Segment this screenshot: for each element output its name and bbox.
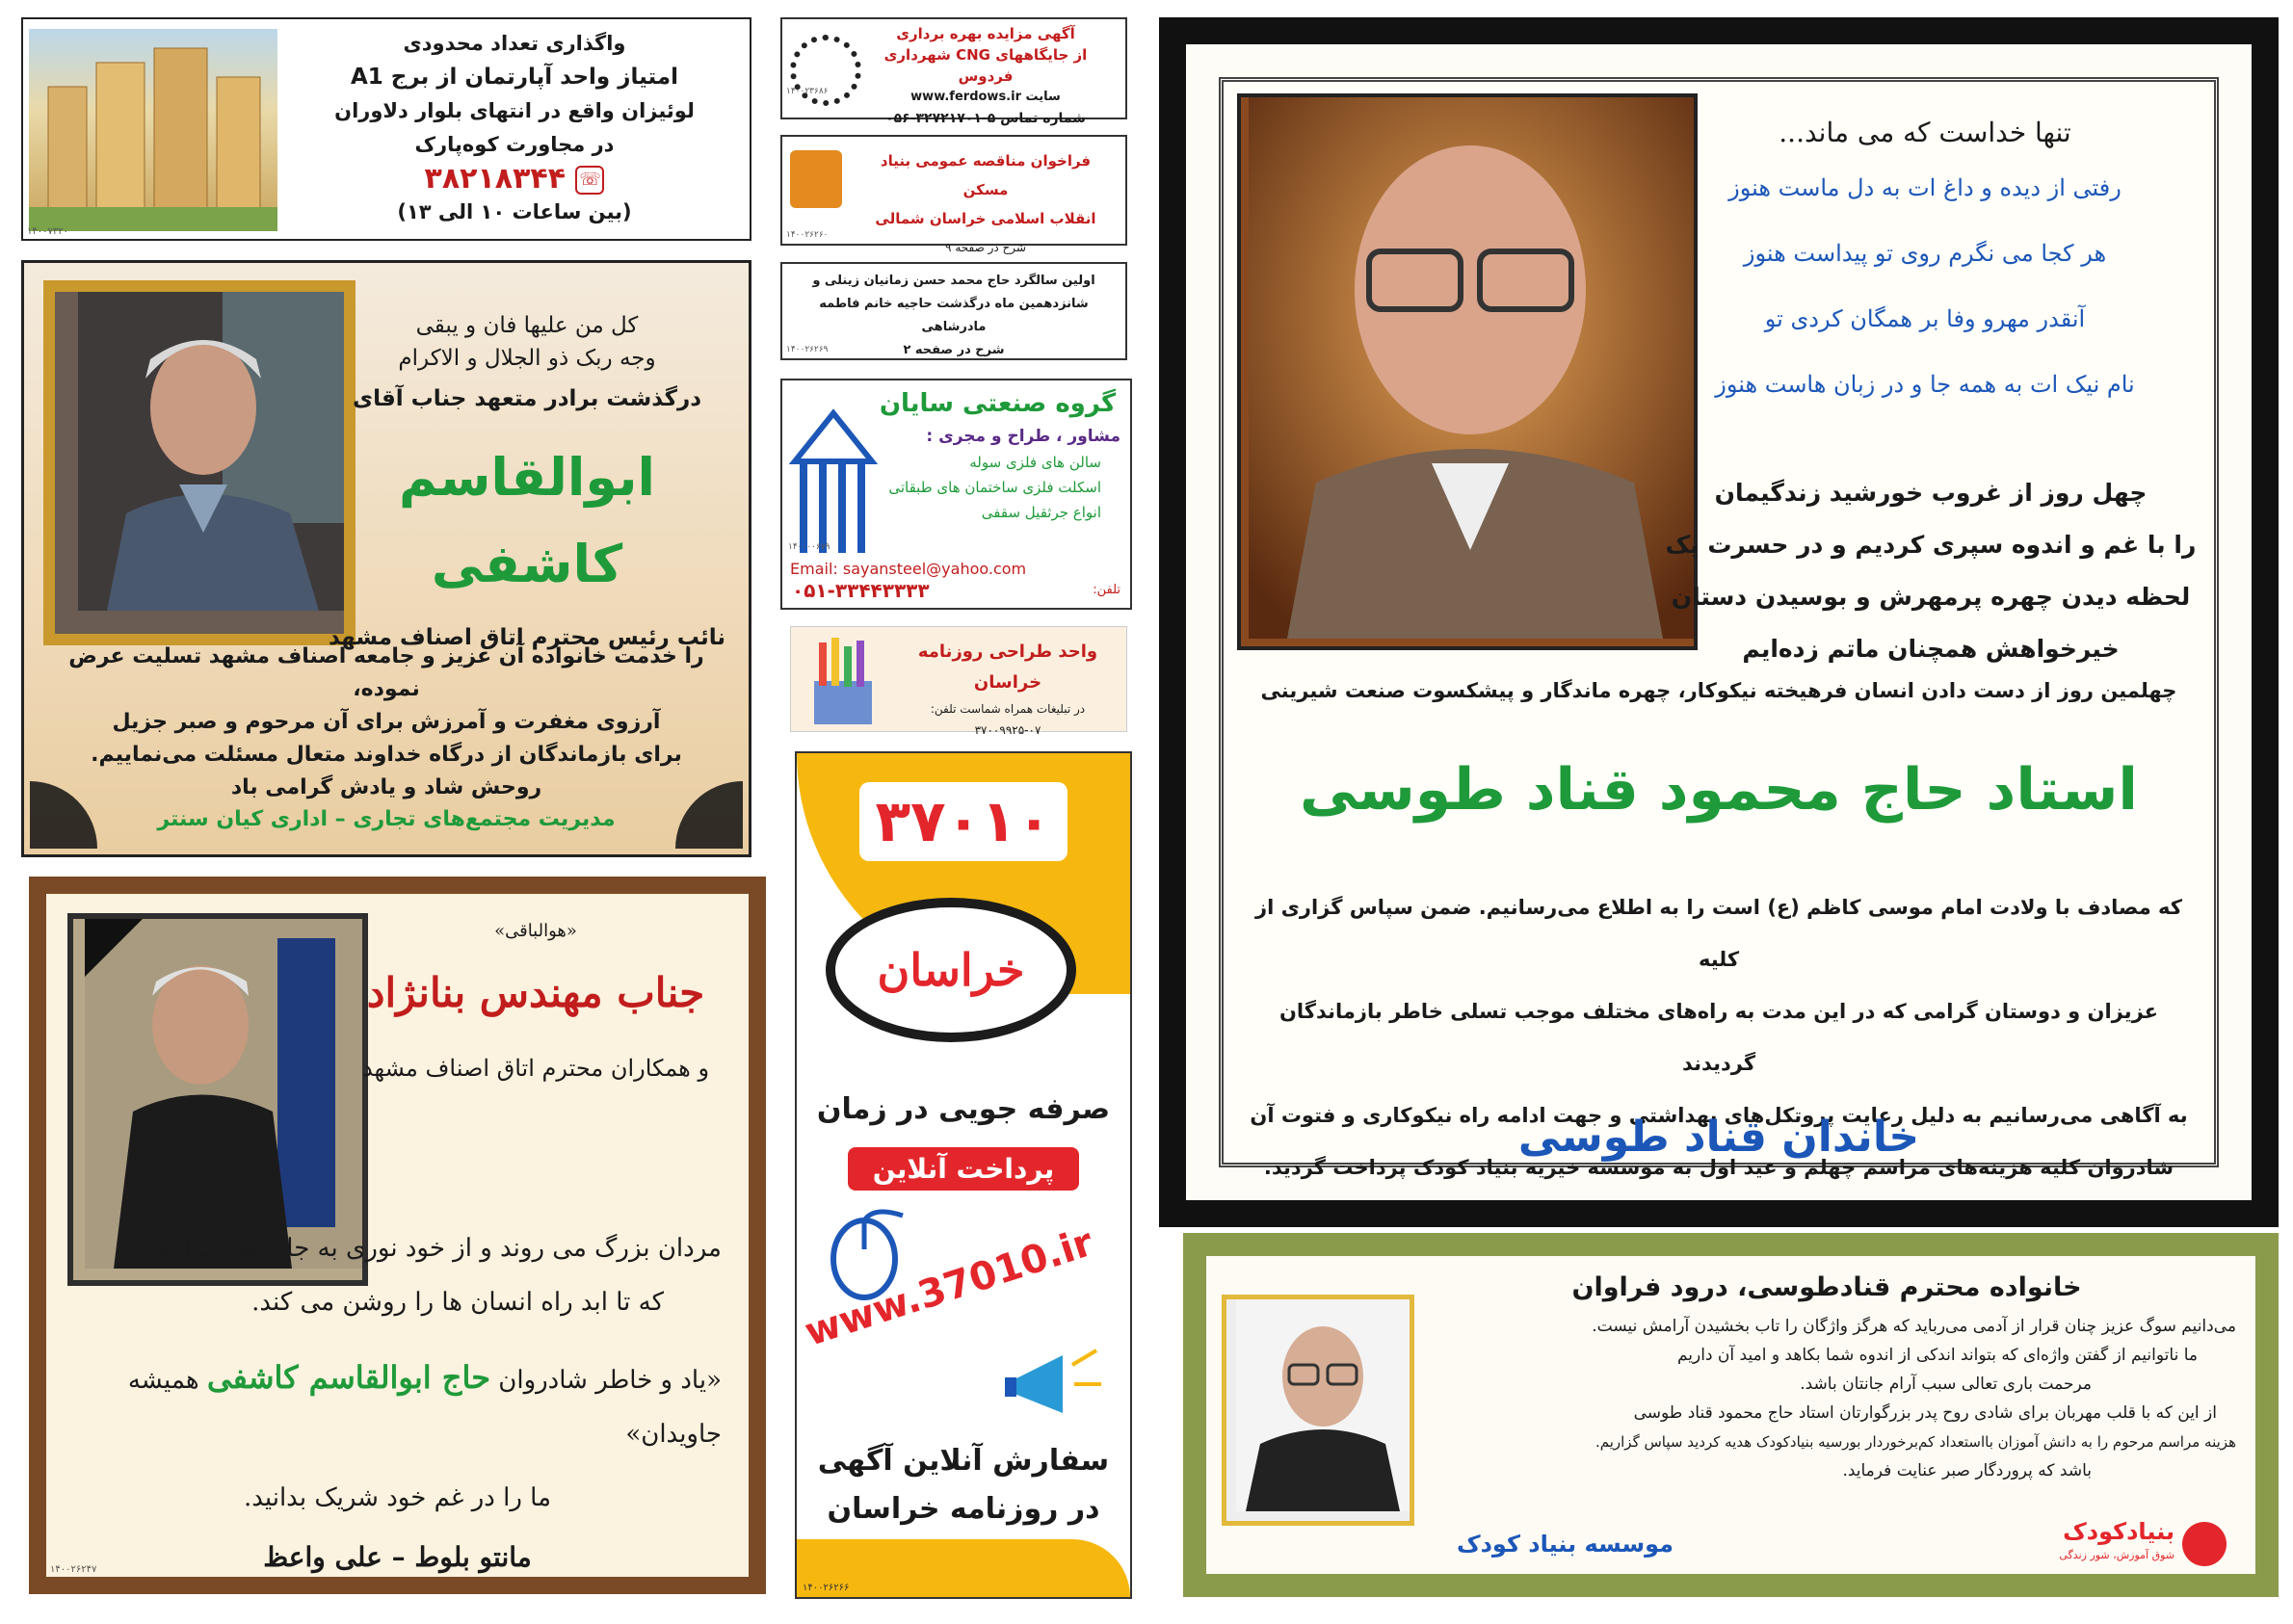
apartment-line-4: در مجاورت کوه‌پارک: [414, 133, 615, 156]
megaphone-icon: [1005, 1341, 1111, 1428]
auction-site: سایت www.ferdows.ir: [910, 90, 1061, 104]
tender-ad: [780, 135, 1127, 254]
obit-para-3: لحظه دیدن چهره پرمهرش و بوسیدن دستان: [1671, 583, 2191, 611]
promo-37010-ad: [795, 751, 1132, 1599]
anniversary-note: شرح در صفحه ۲: [903, 343, 1005, 357]
auction-ad: [780, 17, 1127, 126]
promo-order-1: سفارش آنلاین آگهی: [817, 1444, 1110, 1478]
portrait-silhouette-icon: [85, 919, 362, 1269]
housing-foundation-logo-icon: [790, 150, 842, 208]
sayan-company: گروه صنعتی سایان: [879, 389, 1117, 418]
pencil-cup-icon: [795, 633, 901, 729]
sayan-phone: ۰۵۱-۳۳۴۴۳۳۳۳: [792, 579, 930, 602]
banaeinejad-body-3-suffix: همیشه جاویدان»: [127, 1366, 722, 1449]
sayan-service-2: اسکلت فلزی ساختمان های طبقاتی: [888, 479, 1101, 496]
apartment-line-2: امتیاز واحد آپارتمان از برج A1: [350, 65, 679, 90]
poem-line-1: رفتی از دیده و داغ ات به دل ماست هنوز: [1728, 174, 2122, 201]
sayan-ad-code: ۱۴۰۰۰۰۶۷۹: [788, 542, 830, 552]
banaeinejad-line-2: و همکاران محترم اتاق اصناف مشهد: [361, 1055, 710, 1082]
banaeinejad-body-1: مردان بزرگ می روند و از خود نوری به جای می گذارند: [152, 1234, 722, 1263]
obit-para-4: خیرخواهش همچنان ماتم زده‌ایم: [1742, 635, 2120, 663]
apartment-hours: (بین ساعات ۱۰ الی ۱۳): [397, 200, 632, 223]
kashefi-verse-2: وجه ربک ذو الجلال و الاکرام: [398, 346, 656, 371]
apartment-line-1: واگذاری تعداد محدودی: [403, 32, 626, 55]
khorasan-logo: [826, 898, 1076, 1042]
promo-url: www.37010.ir: [799, 1219, 1099, 1355]
apartment-ad-code: ۱۴۰۰۷۳۲۰: [27, 226, 68, 237]
banaeinejad-header: «هوالباقی»: [494, 921, 577, 941]
banaeinejad-body-3-prefix: «یاد و خاطر شادروان: [498, 1366, 722, 1395]
promo-online-pay-wrap: [797, 1147, 1130, 1191]
banaeinejad-ad-code: ۱۴۰۰۲۶۲۴۷: [50, 1564, 97, 1575]
kashefi-role: نائب رئیس محترم اتاق اصناف مشهد: [328, 625, 726, 650]
building-photo: [29, 29, 277, 231]
qannad-small-portrait: [1222, 1295, 1414, 1526]
sayan-email: Email: sayansteel@yahoo.com: [790, 560, 1027, 578]
anniversary-line-2: شانزدهمین ماه درگذشت حاجیه خانم فاطمه مادرشاهی: [819, 297, 1089, 334]
banaeinejad-body-2: که تا ابد راه انسان ها را روشن می کند.: [251, 1288, 664, 1317]
kashefi-condolence-ad: [21, 260, 751, 857]
poem-line-3: آنقدر مهرو وفا بر همگان کردی تو: [1764, 305, 2086, 332]
auction-title: آگهی مزایده بهره برداری: [896, 25, 1075, 42]
banaeinejad-name: جناب مهندس بنانژاد: [366, 969, 705, 1016]
kashefi-body-2: آرزوی مغفرت و آمرزش برای آن مرحوم و صبر جزیل: [112, 710, 661, 734]
anniversary-ad-code: ۱۴۰۰۲۶۲۶۹: [786, 345, 829, 354]
obit-body-4: شادروان کلیه هزینه‌های مراسم چهلم و عید اول به موسسه خیریه بنیاد کودک پرداخت گردید.: [1263, 1156, 2174, 1179]
kashefi-body-4: روحش شاد و یادش گرامی باد: [230, 775, 542, 799]
anniversary-line-1: اولین سالگرد حاج محمد حسن زمانیان زینلی و: [812, 274, 1095, 288]
obit-body-1: که مصادف با ولادت امام موسی کاظم (ع) است را به اطلاع می‌رسانیم. ضمن سپاس گزاری از کلیه: [1255, 896, 2182, 971]
apartment-ad: [21, 17, 751, 241]
kashefi-photo: [43, 280, 356, 645]
banaeinejad-signature: مانتو بلوط – علی واعظ: [263, 1541, 532, 1573]
sayan-service-1: سالن های فلزی سوله: [969, 454, 1101, 471]
kashefi-body-3: برای بازماندگان از درگاه خداوند متعال مسئلت می‌نماییم.: [91, 743, 682, 767]
condolence-signature: موسسه بنیاد کودک: [1457, 1531, 1674, 1558]
tender-title: فراخوان مناقصه عمومی بنیاد مسکن: [880, 152, 1092, 198]
auction-ad-code: ۱۴۰۰۲۳۶۸۶: [786, 87, 829, 96]
sayan-steel-ad: [780, 379, 1132, 610]
main-obituary: [1159, 17, 2279, 1227]
qannad-portrait: [1237, 93, 1698, 650]
bonyad-koodak-logo-name: بنیادکودک: [2063, 1518, 2174, 1545]
condolence-line-5: هزینه مراسم مرحوم را به دانش آموزان بااستعداد کم‌برخوردار بورسیه بنیادکودک هدیه کردید سپاس گزاریم.: [1595, 1433, 2236, 1451]
promo-slogan: صرفه جویی در زمان: [816, 1092, 1111, 1126]
promo-brand: ۳۷۰۱۰: [875, 788, 1052, 855]
sayan-phone-label: تلفن:: [1093, 583, 1120, 597]
banaeinejad-body-3-name: حاج ابوالقاسم کاشفی: [206, 1359, 490, 1396]
bonyad-koodak-logo: [2005, 1516, 2227, 1574]
banaeinejad-body-3: [73, 1350, 722, 1461]
portrait-silhouette-icon: [78, 292, 344, 611]
apartment-line-3: لوئیزان واقع در انتهای بلوار دلاوران: [334, 99, 695, 122]
kashefi-signature: مدیریت مجتمع‌های تجاری – اداری کیان سنتر: [157, 807, 616, 831]
banaeinejad-body-4: ما را در غم خود شریک بدانید.: [243, 1483, 552, 1512]
condolence-line-2: ما ناتوانیم از گفتن واژه‌ای که بتواند اندکی از اندوه شما بکاهد و امید آن داریم: [1676, 1346, 2198, 1365]
condolence-line-3: مرحمت باری تعالی سبب آرام جانتان باشد.: [1800, 1375, 2092, 1394]
auction-subtitle: از جایگاههای CNG شهرداری فردوس: [883, 46, 1088, 85]
steel-structure-logo-icon: [790, 404, 877, 558]
tender-ad-code: ۱۴۰۰۲۶۲۶۰: [786, 230, 829, 240]
condolence-line-4: از این که با قلب مهربان برای شادی روح پدر بزرگوارتان استاد حاج محمود قناد طوسی: [1633, 1403, 2217, 1423]
khorasan-logo-text: خراسان: [877, 944, 1025, 996]
poem-line-2: هر کجا می نگرم روی تو پیداست هنوز: [1743, 240, 2107, 267]
kashefi-body-1: را خدمت خانواده آن عزیز و جامعه اصناف مشهد تسلیت عرض نموده،: [68, 644, 704, 701]
main-obituary-inner: [1219, 77, 2219, 1179]
obit-para-1: چهل روز از غروب خورشید زندگیمان: [1714, 479, 2148, 507]
condolence-title: خانواده محترم قنادطوسی، درود فراوان: [1571, 1272, 2082, 1302]
obit-body-3: به آگاهی می‌رسانیم به دلیل رعایت پروتکل‌های بهداشتی و جهت ادامه راه نیکوکاری و فتوت آن: [1250, 1104, 2188, 1127]
obit-name: استاد حاج محمود قناد طوسی: [1300, 756, 2138, 824]
poem-line-4: نام نیک ات به همه جا و در زبان هاست هنوز: [1715, 371, 2135, 398]
auction-phone: شماره تماس ۵-۳۲۷۲۱۷۰۱-۰۵۶: [885, 111, 1086, 126]
obit-para-2: را با غم و اندوه سپری کردیم و در حسرت یک: [1665, 531, 2197, 559]
tender-note: شرح در صفحه ۹: [945, 241, 1026, 254]
portrait-silhouette-icon: [1249, 97, 1694, 639]
banaeinejad-condolence-ad: [29, 877, 766, 1594]
portrait-silhouette-icon: [1236, 1299, 1410, 1511]
apartment-phone-row: [293, 162, 736, 196]
obit-body-2: عزیزان و دوستان گرامی که در این مدت به راه‌های مختلف موجب تسلی خاطر بازماندگان گردیدند: [1278, 1000, 2159, 1075]
phone-icon: ☏: [575, 166, 604, 195]
sayan-service-3: انواع جرثقیل سقفی: [981, 504, 1101, 521]
bonyad-koodak-condolence-ad: [1183, 1233, 2279, 1597]
promo-ad-code: ۱۴۰۰۲۶۲۶۶: [803, 1583, 850, 1593]
obit-signature: خاندان قناد طوسی: [1517, 1113, 1920, 1162]
bonyad-koodak-logo-tag: شوق آموزش، شور زندگی: [2059, 1549, 2174, 1561]
anniversary-ad: [780, 262, 1127, 360]
design-title: واحد طراحی روزنامه خراسان: [917, 642, 1098, 693]
condolence-line-1: می‌دانیم سوگ عزیز چنان قرار از آدمی می‌رباید که هرگز واژگان را تاب بخشیدن آرامش نیست.: [1592, 1317, 2236, 1336]
promo-online-pay: پرداخت آنلاین: [848, 1147, 1080, 1191]
kashefi-verse-1: کل من علیها فان و یبقی: [415, 313, 639, 338]
promo-brand-logo: [859, 782, 1067, 861]
promo-order-2: در روزنامه خراسان: [827, 1492, 1100, 1526]
sayan-services-title: مشاور ، طراح و مجری :: [926, 427, 1120, 446]
bonyad-koodak-emblem-icon: [2182, 1522, 2227, 1566]
tender-subtitle: انقلاب اسلامی خراسان شمالی: [875, 210, 1096, 227]
poem-title: تنها خداست که می ماند...: [1779, 117, 2071, 148]
newspaper-design-ad: [790, 626, 1127, 737]
building-illustration-icon: [29, 29, 277, 231]
condolence-line-6: باشد که پروردگار صبر عنایت فرماید.: [1842, 1461, 2092, 1480]
kashefi-intro: درگذشت برادر متعهد جناب آقای: [352, 386, 702, 411]
design-line-2: در تبلیغات همراه شماست تلفن: ۰۷-۳۷۰۰۹۹۲۵: [930, 702, 1086, 737]
kashefi-name: ابوالقاسم کاشفی: [398, 447, 656, 594]
obit-headline: چهلمین روز از دست دادن انسان فرهیخته نیکوکار، چهره ماندگار و پیشکسوت صنعت شیرینی: [1260, 679, 2177, 702]
apartment-phone: ۳۸۲۱۸۳۴۴: [424, 162, 567, 196]
